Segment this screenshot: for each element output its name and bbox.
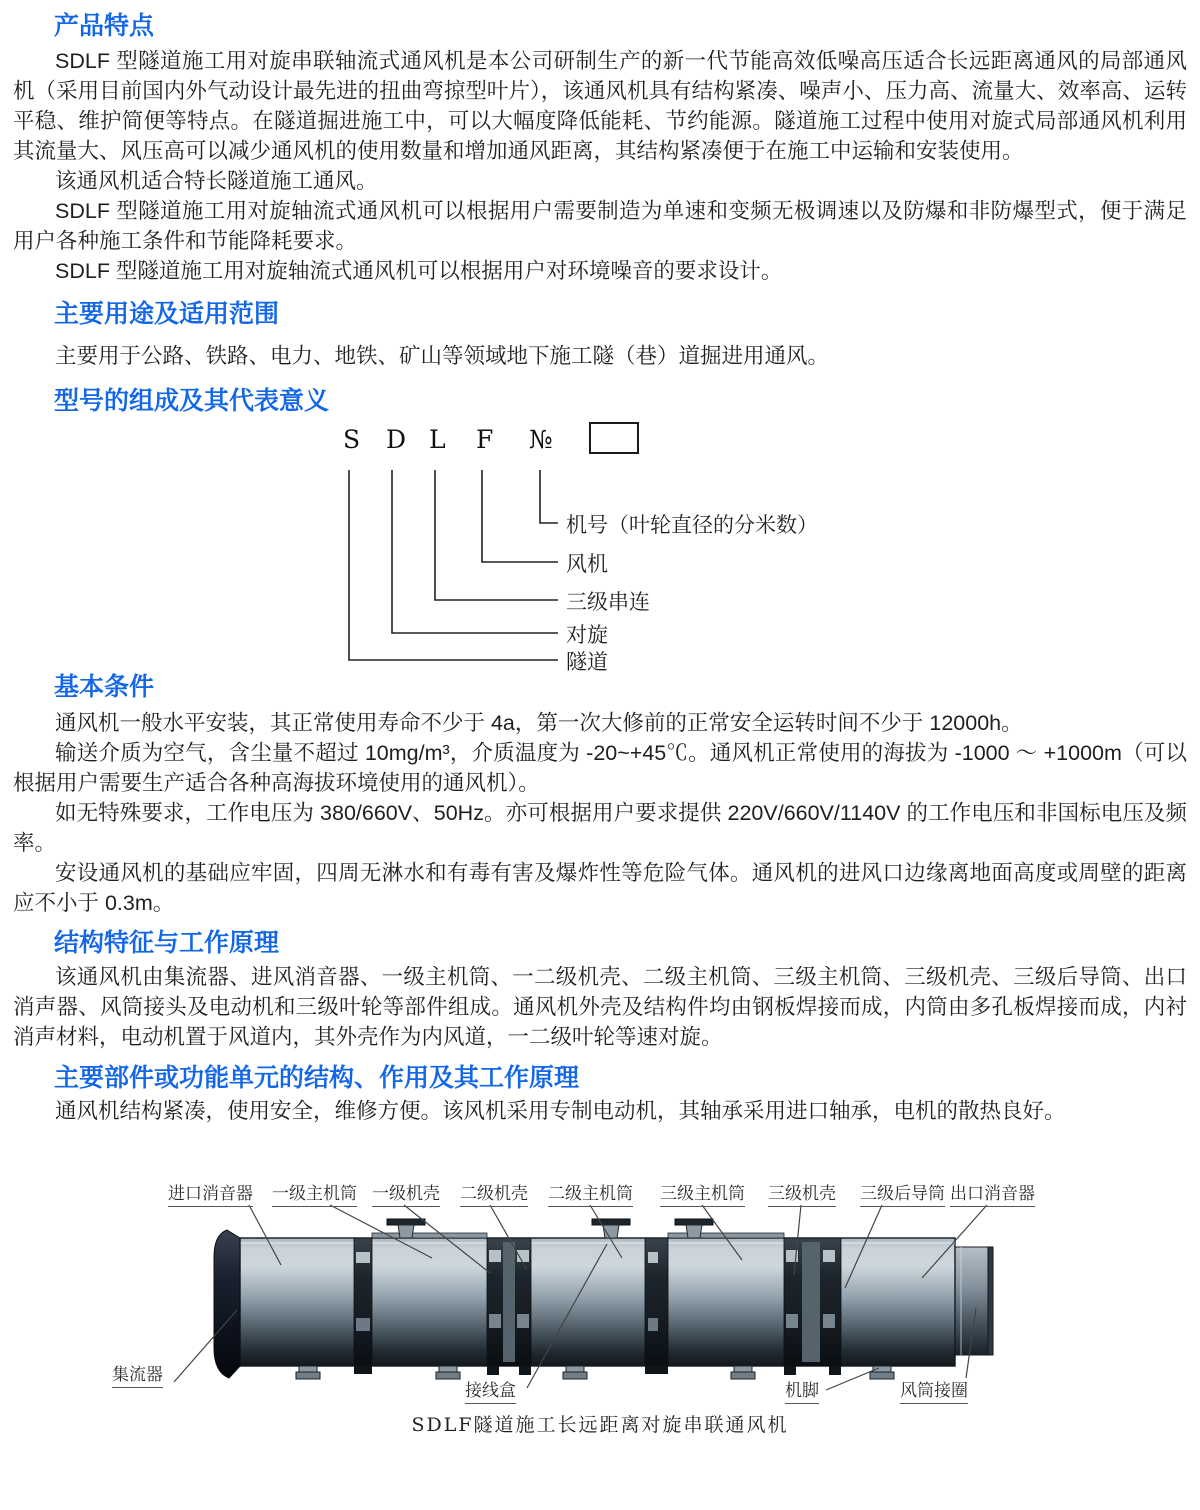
- fan-label-stage1-main-barrel: 一级主机筒: [272, 1179, 357, 1207]
- model-label-three-stage: 三级串连: [566, 591, 650, 614]
- section-heading-structure-principle: 结构特征与工作原理: [54, 929, 280, 957]
- paragraph: 该通风机由集流器、进风消音器、一级主机筒、一二级机壳、二级主机筒、三级主机筒、三级机壳、三级后导筒、出口消声器、风筒接头及电动机和三级叶轮等部件组成。通风机外壳及结构件均由钢板焊接而成，内筒由多孔板焊接而成，内衬消声材料，电动机置于风道内，其外壳作为内风道，一二级叶轮等速对旋。: [13, 965, 1187, 1049]
- section-heading-main-uses: 主要用途及适用范围: [54, 300, 280, 328]
- leader-line-d: [392, 470, 558, 633]
- paragraph: SDLF 型隧道施工用对旋串联轴流式通风机是本公司研制生产的新一代节能高效低噪高压适合长远距离通风的局部通风机（采用目前国内外气动设计最先进的扭曲弯掠型叶片），该通风机具有结构紧凑、噪声小、压力高、流量大、效率高、运转平稳、维护简便等特点。在隧道掘进施工中，可以大幅度降低能耗、节约能源。隧道施工过程中使用对旋式局部通风机利用其流量大、风压高可以减少通风机的使用数量和增加通风距离，其结构紧凑便于在施工中运输和安装使用。: [13, 49, 1187, 163]
- paragraph: 如无特殊要求，工作电压为 380/660V、50Hz。亦可根据用户要求提供 220V/660V/1140V 的工作电压和非国标电压及频率。: [13, 801, 1187, 855]
- fan-label-collector: 集流器: [112, 1360, 163, 1388]
- fan-label-stage1-casing: 一级机壳: [372, 1179, 440, 1207]
- paragraph: 主要用于公路、铁路、电力、地铁、矿山等领域地下施工隧（巷）道掘进用通风。: [55, 344, 830, 368]
- duct-connection-ring: [955, 1247, 993, 1355]
- fan-main-cylinder: [240, 1233, 955, 1366]
- fan-label-stage2-casing: 二级机壳: [460, 1179, 528, 1207]
- model-letter-no: №: [529, 425, 553, 454]
- fan-label-machine-foot: 机脚: [785, 1376, 819, 1404]
- fan-label-stage3-casing: 三级机壳: [768, 1179, 836, 1207]
- section-heading-model-composition: 型号的组成及其代表意义: [54, 387, 330, 415]
- paragraph: SDLF 型隧道施工用对旋轴流式通风机可以根据用户对环境噪音的要求设计。: [55, 259, 783, 283]
- leader-line-f: [482, 470, 558, 562]
- fan-figure-caption: SDLF隧道施工长远距离对旋串联通风机: [411, 1414, 789, 1436]
- model-label-fan-number: 机号（叶轮直径的分米数）: [566, 514, 818, 537]
- paragraph: 输送介质为空气，含尘量不超过 10mg/m³，介质温度为 -20~+45℃。通风机正常使用的海拔为 -1000 ～ +1000m（可以根据用户需要生产适合各种高海拔环境使用的通风机）。: [13, 741, 1187, 795]
- leader-line-s: [349, 470, 558, 660]
- inlet-bell: [214, 1230, 240, 1378]
- fan-illustration-figure: [13, 1126, 1187, 1480]
- section-heading-main-components: 主要部件或功能单元的结构、作用及其工作原理: [54, 1064, 580, 1092]
- paragraph: 通风机一般水平安装，其正常使用寿命不少于 4a，第一次大修前的正常安全运转时间不少于 12000h。: [55, 711, 1023, 735]
- section-heading-basic-conditions: 基本条件: [54, 673, 155, 701]
- paragraph: 安设通风机的基础应牢固，四周无淋水和有毒有害及爆炸性等危险气体。通风机的进风口边缘离地面高度或周壁的距离应不小于 0.3m。: [13, 861, 1187, 915]
- model-code-diagram: [13, 419, 1187, 674]
- fan-label-stage3-main-barrel: 三级主机筒: [660, 1179, 745, 1207]
- fan-label-duct-ring: 风筒接圈: [900, 1376, 968, 1404]
- leader-line-no: [540, 470, 558, 523]
- fan-label-stage2-main-barrel: 二级主机筒: [548, 1179, 633, 1207]
- fan-label-inlet-silencer: 进口消音器: [168, 1179, 253, 1207]
- model-letter-d: D: [386, 425, 407, 454]
- model-letter-s: S: [343, 425, 361, 454]
- section-heading-product-features: 产品特点: [54, 12, 155, 40]
- model-label-tunnel: 隧道: [566, 651, 608, 674]
- paragraph: 该通风机适合特长隧道施工通风。: [55, 169, 378, 193]
- model-label-counter-rotate: 对旋: [566, 624, 608, 647]
- model-letter-l: L: [429, 425, 446, 454]
- fan-label-outlet-silencer: 出口消音器: [950, 1179, 1035, 1207]
- model-letter-f: F: [476, 425, 494, 454]
- fan-label-junction-box: 接线盒: [465, 1376, 516, 1404]
- model-label-fan: 风机: [566, 553, 608, 576]
- fan-label-stage3-guide-duct: 三级后导筒: [860, 1179, 945, 1207]
- paragraph: SDLF 型隧道施工用对旋轴流式通风机可以根据用户需要制造为单速和变频无极调速以及防爆和非防爆型式，便于满足用户各种施工条件和节能降耗要求。: [13, 199, 1187, 253]
- paragraph: 通风机结构紧凑，使用安全，维修方便。该风机采用专制电动机，其轴承采用进口轴承，电机的散热良好。: [55, 1099, 1066, 1123]
